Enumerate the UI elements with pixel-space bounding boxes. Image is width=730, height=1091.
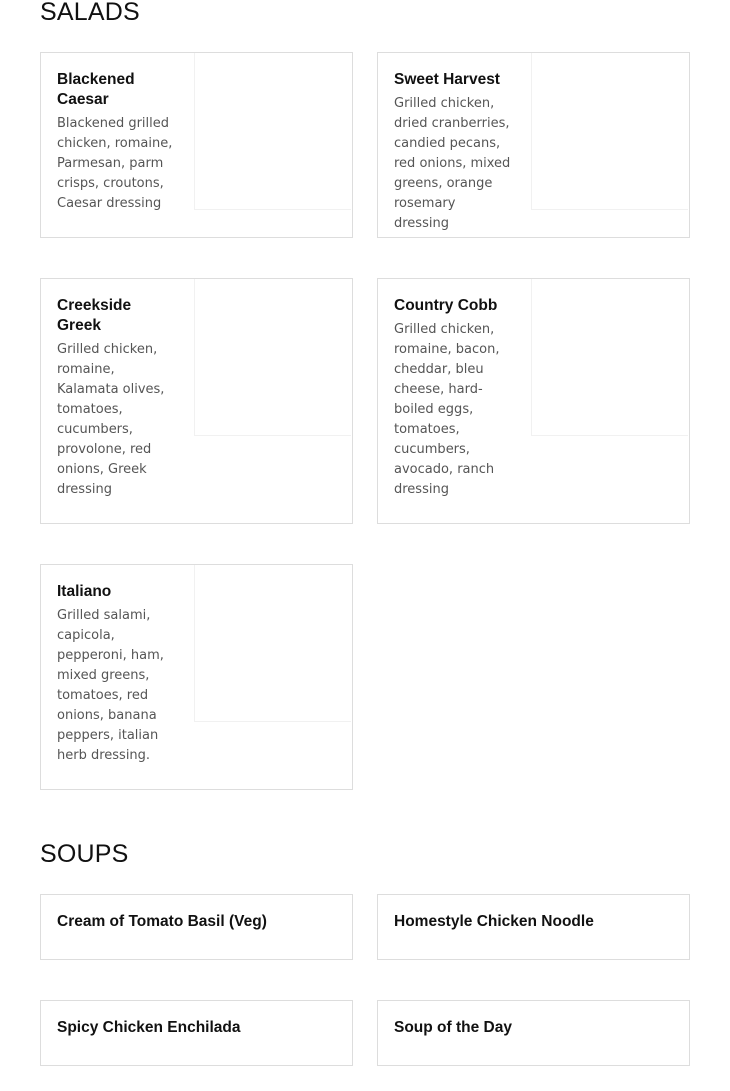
menu-item-name: Sweet Harvest <box>394 71 500 88</box>
menu-item-name: Soup of the Day <box>394 1019 512 1036</box>
menu-item-card-soup-of-the-day[interactable] <box>377 1000 690 1066</box>
menu-item-name: Italiano <box>57 583 112 600</box>
menu-item-text <box>57 296 175 500</box>
soups-heading: SOUPS <box>40 840 129 868</box>
menu-item-name: Spicy Chicken Enchilada <box>57 1019 241 1036</box>
menu-item-name: Blackened Caesar <box>57 71 135 108</box>
menu-item-description: Grilled chicken, dried cranberries, candied pecans, red onions, mixed greens, orange rosemary dressing <box>394 96 511 231</box>
menu-item-card-spicy-chicken-enchilada[interactable] <box>40 1000 353 1066</box>
menu-item-name: Country Cobb <box>394 297 498 314</box>
menu-item-name: Creekside Greek <box>57 297 132 334</box>
menu-item-image-placeholder <box>194 565 351 722</box>
menu-item-card-country-cobb[interactable] <box>377 278 690 524</box>
menu-item-image-placeholder <box>194 53 351 210</box>
menu-item-image-placeholder <box>531 279 688 436</box>
menu-item-description: Grilled salami, capicola, pepperoni, ham, mixed greens, tomatoes, red onions, banana peppers, italian herb dressing. <box>57 608 164 763</box>
menu-item-description: Grilled chicken, romaine, bacon, cheddar, bleu cheese, hard-boiled eggs, tomatoes, cucumbers, avocado, ranch dressing <box>394 322 500 497</box>
menu-item-card-homestyle-chicken-noodle[interactable] <box>377 894 690 960</box>
menu-item-name: Homestyle Chicken Noodle <box>394 913 594 930</box>
menu-item-card-italiano[interactable] <box>40 564 353 790</box>
menu-item-text <box>394 70 512 234</box>
menu-item-card-creekside-greek[interactable] <box>40 278 353 524</box>
menu-item-card-sweet-harvest[interactable] <box>377 52 690 238</box>
menu-item-image-placeholder <box>531 53 688 210</box>
menu-item-description: Grilled chicken, romaine, Kalamata olives, tomatoes, cucumbers, provolone, red onions, Greek dressing <box>57 342 165 497</box>
salads-heading: SALADS <box>40 0 140 26</box>
menu-item-text <box>394 296 512 500</box>
menu-item-card-blackened-caesar[interactable] <box>40 52 353 238</box>
menu-item-card-cream-of-tomato-basil[interactable] <box>40 894 353 960</box>
menu-item-image-placeholder <box>194 279 351 436</box>
menu-item-description: Blackened grilled chicken, romaine, Parmesan, parm crisps, croutons, Caesar dressing <box>57 116 173 211</box>
menu-item-name: Cream of Tomato Basil (Veg) <box>57 913 267 930</box>
menu-item-text <box>57 582 175 766</box>
menu-item-text <box>57 70 175 214</box>
